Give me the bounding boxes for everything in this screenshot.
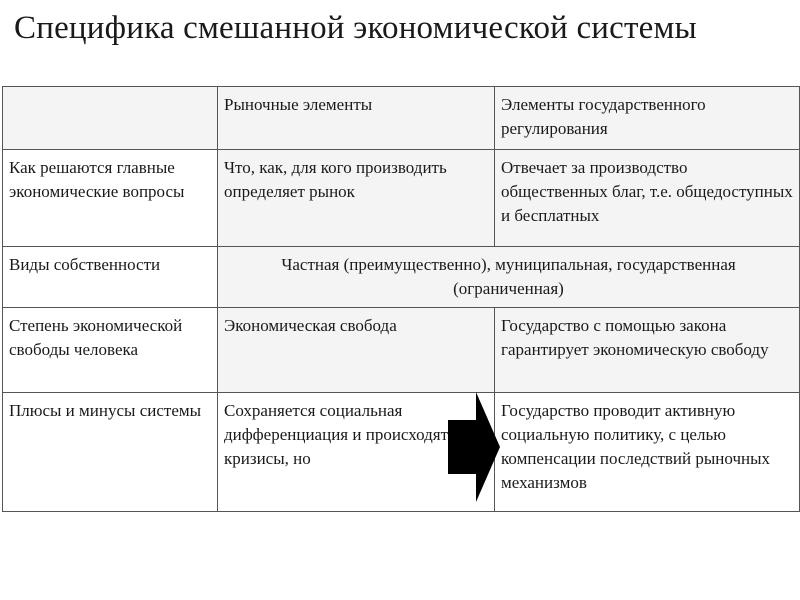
criterion-cell: Плюсы и минусы системы <box>3 393 218 512</box>
table-row <box>3 393 800 512</box>
table-row <box>3 308 800 393</box>
criterion-cell: Виды собственности <box>3 247 218 308</box>
market-cell: Что, как, для кого производить определяет рынок <box>218 150 495 247</box>
market-cell: Экономическая свобода <box>218 308 495 393</box>
arrow-shape <box>448 392 500 502</box>
table-row <box>3 247 800 308</box>
state-cell: Государство проводит активную социальную политику, с целью компенсации последствий рыночных механизмов <box>495 393 800 512</box>
criterion-cell: Как решаются главные экономические вопросы <box>3 150 218 247</box>
table-row <box>3 150 800 247</box>
header-cell-empty <box>3 87 218 150</box>
header-cell-market: Рыночные элементы <box>218 87 495 150</box>
right-arrow-icon <box>448 392 500 502</box>
market-cell: Сохраняется социальная дифференциация и происходят кризисы, но <box>218 393 495 512</box>
state-cell: Государство с помощью закона гарантирует экономическую свободу <box>495 308 800 393</box>
criterion-cell: Степень экономической свободы человека <box>3 308 218 393</box>
header-cell-state: Элементы государственного регулирования <box>495 87 800 150</box>
page-title: Специфика смешанной экономической системы <box>14 10 697 46</box>
merged-cell: Частная (преимущественно), муниципальная, государственная (ограниченная) <box>218 247 800 308</box>
table-header-row <box>3 87 800 150</box>
comparison-table <box>2 86 800 512</box>
state-cell: Отвечает за производство общественных благ, т.е. общедоступных и бесплатных <box>495 150 800 247</box>
